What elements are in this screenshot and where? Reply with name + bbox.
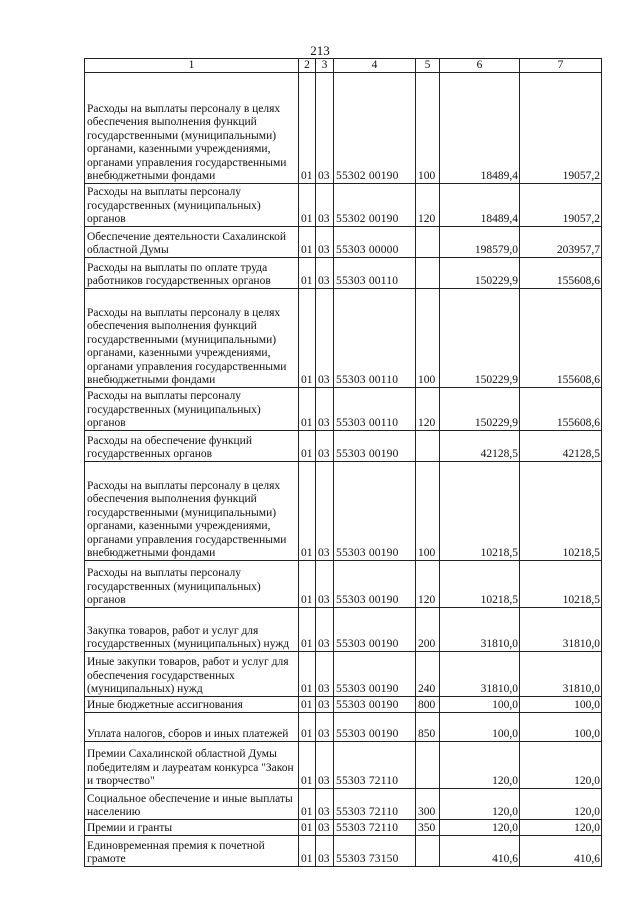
row-amount-year1: 31810,0 [440, 652, 520, 697]
row-subsection: 03 [316, 258, 334, 289]
row-amount-year1: 150229,9 [440, 388, 520, 431]
row-name: Расходы на выплаты персоналу государственных (муниципальных) органов [85, 184, 299, 227]
row-section: 01 [299, 608, 316, 652]
row-amount-year1: 18489,4 [440, 184, 520, 227]
row-name: Премии и гранты [85, 820, 299, 836]
table-row [85, 388, 602, 431]
row-expense-type: 120 [416, 184, 440, 227]
row-section: 01 [299, 462, 316, 561]
row-section: 01 [299, 258, 316, 289]
header-row [85, 59, 602, 73]
table-row [85, 462, 602, 561]
row-amount-year2: 155608,6 [520, 388, 602, 431]
row-target-code: 55303 72110 [334, 789, 416, 820]
table-row [85, 73, 602, 184]
row-name: Расходы на обеспечение функций государственных органов [85, 431, 299, 462]
row-target-code: 55303 00190 [334, 431, 416, 462]
row-amount-year2: 410,6 [520, 836, 602, 867]
row-amount-year1: 120,0 [440, 789, 520, 820]
row-expense-type [416, 258, 440, 289]
row-expense-type: 100 [416, 73, 440, 184]
row-target-code: 55303 00190 [334, 608, 416, 652]
row-expense-type: 100 [416, 289, 440, 388]
row-amount-year1: 18489,4 [440, 73, 520, 184]
row-amount-year2: 120,0 [520, 820, 602, 836]
row-target-code: 55303 00110 [334, 289, 416, 388]
row-amount-year2: 155608,6 [520, 258, 602, 289]
row-section: 01 [299, 820, 316, 836]
row-amount-year1: 120,0 [440, 742, 520, 789]
row-name: Единовременная премия к почетной грамоте [85, 836, 299, 867]
row-name: Расходы на выплаты персоналу в целях обеспечения выполнения функций государственными (муниципальными) органами, казенными учреждениями, органами управления государственными внебюджетными фондами [85, 289, 299, 388]
row-subsection: 03 [316, 388, 334, 431]
table-row [85, 431, 602, 462]
header-col-3: 3 [316, 59, 334, 73]
page-number: 213 [310, 43, 330, 58]
row-name: Социальное обеспечение и иные выплаты населению [85, 789, 299, 820]
row-expense-type [416, 836, 440, 867]
row-amount-year2: 10218,5 [520, 462, 602, 561]
table-row [85, 184, 602, 227]
row-expense-type: 350 [416, 820, 440, 836]
row-section: 01 [299, 713, 316, 742]
row-name: Закупка товаров, работ и услуг для государственных (муниципальных) нужд [85, 608, 299, 652]
row-name: Расходы на выплаты по оплате труда работников государственных органов [85, 258, 299, 289]
row-amount-year2: 100,0 [520, 713, 602, 742]
table-row [85, 789, 602, 820]
row-expense-type: 300 [416, 789, 440, 820]
row-name: Уплата налогов, сборов и иных платежей [85, 713, 299, 742]
row-amount-year1: 10218,5 [440, 462, 520, 561]
row-subsection: 03 [316, 462, 334, 561]
row-target-code: 55302 00190 [334, 73, 416, 184]
row-subsection: 03 [316, 697, 334, 713]
budget-table [84, 58, 602, 867]
row-amount-year2: 100,0 [520, 697, 602, 713]
row-amount-year2: 120,0 [520, 742, 602, 789]
row-amount-year1: 150229,9 [440, 289, 520, 388]
row-name: Расходы на выплаты персоналу государственных (муниципальных) органов [85, 388, 299, 431]
row-amount-year1: 120,0 [440, 820, 520, 836]
row-target-code: 55302 00190 [334, 184, 416, 227]
row-expense-type [416, 431, 440, 462]
row-target-code: 55303 00190 [334, 697, 416, 713]
row-subsection: 03 [316, 789, 334, 820]
row-expense-type [416, 227, 440, 258]
row-expense-type: 800 [416, 697, 440, 713]
row-name: Расходы на выплаты персоналу государственных (муниципальных) органов [85, 561, 299, 608]
row-subsection: 03 [316, 289, 334, 388]
row-name: Расходы на выплаты персоналу в целях обеспечения выполнения функций государственными (муниципальными) органами, казенными учреждениями, органами управления государственными внебюджетными фондами [85, 462, 299, 561]
row-subsection: 03 [316, 608, 334, 652]
table-row [85, 836, 602, 867]
header-col-5: 5 [416, 59, 440, 73]
table-row [85, 289, 602, 388]
row-target-code: 55303 00110 [334, 388, 416, 431]
table-row [85, 820, 602, 836]
row-amount-year1: 198579,0 [440, 227, 520, 258]
row-target-code: 55303 00190 [334, 561, 416, 608]
row-amount-year2: 42128,5 [520, 431, 602, 462]
row-subsection: 03 [316, 227, 334, 258]
row-subsection: 03 [316, 836, 334, 867]
row-amount-year1: 150229,9 [440, 258, 520, 289]
row-amount-year1: 42128,5 [440, 431, 520, 462]
table-row [85, 561, 602, 608]
row-amount-year1: 100,0 [440, 713, 520, 742]
row-amount-year2: 203957,7 [520, 227, 602, 258]
table-row [85, 742, 602, 789]
row-target-code: 55303 72110 [334, 742, 416, 789]
row-target-code: 55303 00110 [334, 258, 416, 289]
row-amount-year2: 31810,0 [520, 608, 602, 652]
row-expense-type: 120 [416, 561, 440, 608]
row-target-code: 55303 00190 [334, 462, 416, 561]
row-section: 01 [299, 73, 316, 184]
row-expense-type: 100 [416, 462, 440, 561]
row-section: 01 [299, 431, 316, 462]
row-target-code: 55303 73150 [334, 836, 416, 867]
row-expense-type: 120 [416, 388, 440, 431]
row-amount-year1: 410,6 [440, 836, 520, 867]
row-target-code: 55303 00000 [334, 227, 416, 258]
table-row [85, 713, 602, 742]
table-row [85, 258, 602, 289]
row-section: 01 [299, 184, 316, 227]
row-target-code: 55303 00190 [334, 652, 416, 697]
row-amount-year1: 100,0 [440, 697, 520, 713]
row-name: Иные бюджетные ассигнования [85, 697, 299, 713]
row-section: 01 [299, 836, 316, 867]
row-subsection: 03 [316, 561, 334, 608]
row-amount-year2: 19057,2 [520, 184, 602, 227]
row-section: 01 [299, 289, 316, 388]
header-col-6: 6 [440, 59, 520, 73]
header-col-1: 1 [85, 59, 299, 73]
table-row [85, 608, 602, 652]
row-subsection: 03 [316, 184, 334, 227]
row-amount-year2: 120,0 [520, 789, 602, 820]
row-section: 01 [299, 789, 316, 820]
row-amount-year1: 31810,0 [440, 608, 520, 652]
row-subsection: 03 [316, 431, 334, 462]
row-section: 01 [299, 697, 316, 713]
row-section: 01 [299, 561, 316, 608]
row-target-code: 55303 72110 [334, 820, 416, 836]
row-section: 01 [299, 652, 316, 697]
row-subsection: 03 [316, 713, 334, 742]
row-name: Расходы на выплаты персоналу в целях обеспечения выполнения функций государственными (муниципальными) органами, казенными учреждениями, органами управления государственными внебюджетными фондами [85, 73, 299, 184]
row-subsection: 03 [316, 73, 334, 184]
row-name: Иные закупки товаров, работ и услуг для обеспечения государственных (муниципальных) нужд [85, 652, 299, 697]
row-expense-type: 200 [416, 608, 440, 652]
row-subsection: 03 [316, 652, 334, 697]
row-section: 01 [299, 388, 316, 431]
row-target-code: 55303 00190 [334, 713, 416, 742]
table-row [85, 697, 602, 713]
row-subsection: 03 [316, 742, 334, 789]
row-section: 01 [299, 227, 316, 258]
row-name: Обеспечение деятельности Сахалинской областной Думы [85, 227, 299, 258]
row-expense-type: 240 [416, 652, 440, 697]
row-subsection: 03 [316, 820, 334, 836]
header-col-4: 4 [334, 59, 416, 73]
row-amount-year2: 155608,6 [520, 289, 602, 388]
table-row [85, 652, 602, 697]
row-amount-year1: 10218,5 [440, 561, 520, 608]
row-expense-type: 850 [416, 713, 440, 742]
row-amount-year2: 31810,0 [520, 652, 602, 697]
header-col-2: 2 [299, 59, 316, 73]
row-section: 01 [299, 742, 316, 789]
row-amount-year2: 10218,5 [520, 561, 602, 608]
row-expense-type [416, 742, 440, 789]
table-row [85, 227, 602, 258]
row-name: Премии Сахалинской областной Думы победителям и лауреатам конкурса "Закон и творчество" [85, 742, 299, 789]
row-amount-year2: 19057,2 [520, 73, 602, 184]
header-col-7: 7 [520, 59, 602, 73]
